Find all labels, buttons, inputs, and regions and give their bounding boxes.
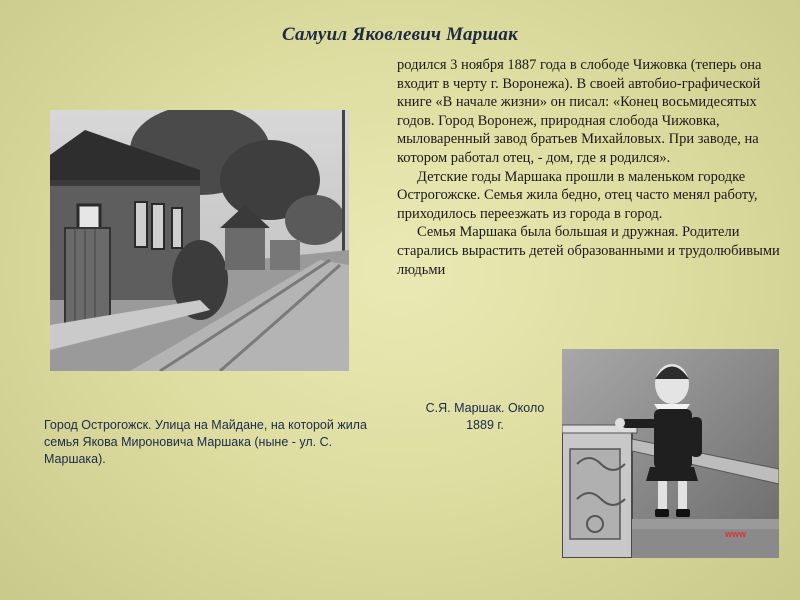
child-photo [562, 349, 779, 558]
street-photo-caption: Город Острогожск. Улица на Майдане, на которой жила семья Якова Мироновича Маршака (ныне - ул. С. Маршака). [44, 418, 367, 466]
page-title: Самуил Яковлевич Маршак [282, 24, 518, 45]
street-photo [50, 110, 349, 371]
child-caption-line1: С.Я. Маршак. Около [425, 401, 545, 415]
paragraph-family: Семья Маршака была большая и дружная. Родители старались вырастить детей образованными и трудолюбивыми людьми [397, 224, 780, 278]
paragraph-birth: родился 3 ноября 1887 года в слободе Чижовка (теперь она входит в черту г. Воронежа). В своей автобио-графической книге «В начале жизни» он писал: «Конец восьмидесятых годов. Город Воронеж, природная слобода Чижовка, мыловаренный завод братьев Михайловых. При заводе, на котором работал отец, - дом, где я родился». [397, 57, 762, 166]
biography-text [397, 56, 787, 279]
paragraph-childhood: Детские годы Маршака прошли в маленьком городке Острогожске. Семья жила бедно, отец часто менял работу, приходилось переезжать из города в город. [397, 168, 758, 222]
watermark-text: www [725, 529, 747, 539]
child-photo-caption [410, 400, 560, 434]
child-caption-line2: 1889 г. [466, 418, 504, 432]
